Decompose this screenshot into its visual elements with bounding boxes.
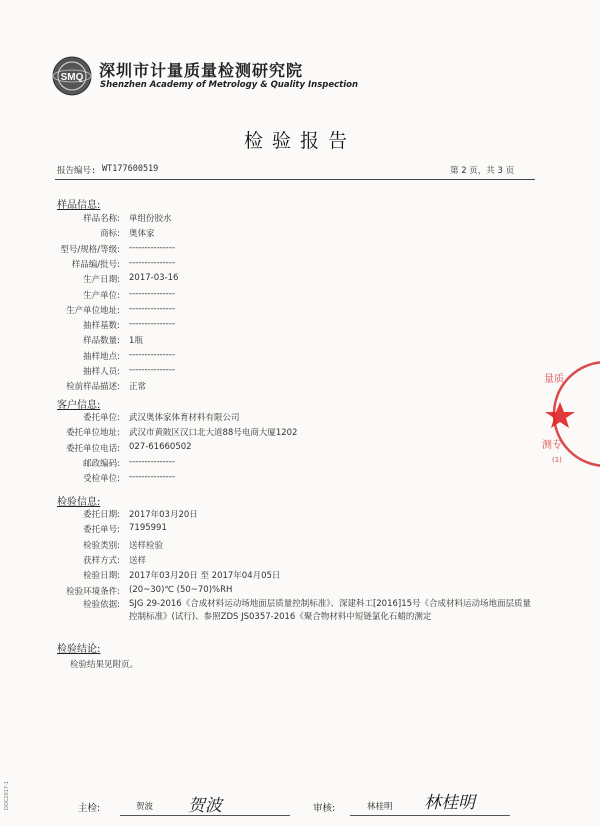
sample-row <box>0 273 600 287</box>
sample-value: --------------- <box>129 288 176 299</box>
sample-label: 抽样人员: <box>83 367 120 377</box>
sample-value: 2017-03-16 <box>129 273 179 284</box>
test-row <box>0 585 600 599</box>
client-label: 受检单位: <box>83 474 120 485</box>
sample-value: --------------- <box>129 303 176 314</box>
test-value: 2017年03月20日 至 2017年04月05日 <box>129 571 281 582</box>
org-name-en: Shenzhen Academy of Metrology & Quality Inspection <box>100 80 359 90</box>
lead-inspector-name: 贺波 <box>136 802 154 812</box>
test-value: (20~30)℃ (50~70)%RH <box>129 584 233 595</box>
test-row <box>0 554 600 568</box>
sample-row <box>0 380 600 394</box>
test-row <box>0 569 600 583</box>
sample-row <box>0 304 600 318</box>
sample-label: 生产日期: <box>83 275 120 286</box>
seal-star-icon <box>545 402 575 428</box>
client-row <box>0 457 600 471</box>
sample-value: 1瓶 <box>129 336 143 347</box>
sample-row <box>0 227 600 241</box>
client-label: 委托单位地址: <box>66 428 120 439</box>
test-label: 检验类别: <box>83 540 120 551</box>
org-name-cn: 深圳市计量质量检测研究院 <box>99 61 304 80</box>
client-label: 委托单位: <box>83 413 120 423</box>
sample-row <box>0 334 600 348</box>
test-row <box>0 523 600 537</box>
client-heading: 客户信息: <box>57 400 101 411</box>
test-label: 委托单号: <box>83 525 120 536</box>
reviewer-signature-line <box>350 815 510 816</box>
sample-row <box>0 319 600 333</box>
sample-label: 商标: <box>100 229 120 240</box>
conclusion-text: 检验结果见附页。 <box>70 660 139 670</box>
sample-row <box>0 243 600 257</box>
sample-row <box>0 365 600 379</box>
svg-text:(1): (1) <box>552 456 562 464</box>
logo-text: SMQ <box>60 72 84 83</box>
page-info: 第 2 页，共 3 页 <box>450 166 515 176</box>
report-no-label: 报告编号: <box>57 166 97 176</box>
client-value: 027-61660502 <box>129 441 192 452</box>
client-value: --------------- <box>129 456 176 467</box>
sample-value: --------------- <box>129 242 176 253</box>
sample-value: --------------- <box>129 365 176 375</box>
client-row <box>0 442 600 456</box>
test-value: 7195991 <box>129 523 167 534</box>
seal-graphic <box>538 356 600 476</box>
sample-row <box>0 289 600 303</box>
test-label: 获样方式: <box>83 555 120 566</box>
lead-signature-line <box>120 815 290 816</box>
sample-value: --------------- <box>129 349 176 360</box>
side-code: DOC2017-1 <box>4 781 10 810</box>
test-label: 检验日期: <box>83 571 120 582</box>
client-value: 武汉奥体家体育材料有限公司 <box>129 413 240 423</box>
reviewer-name: 林桂明 <box>367 802 393 812</box>
sample-label: 生产单位地址: <box>66 305 120 316</box>
sample-label: 生产单位: <box>83 290 120 301</box>
sample-value: 正常 <box>129 382 147 393</box>
page-title: 检验报告 <box>243 130 356 152</box>
test-value: 送样检验 <box>129 540 164 551</box>
client-value: --------------- <box>129 472 176 483</box>
reviewer-signature: 林桂明 <box>424 793 475 813</box>
sample-label: 抽样地点: <box>83 351 120 362</box>
basis-label: 检验依据: <box>83 600 120 610</box>
sample-value: 奥体家 <box>129 229 155 240</box>
test-row <box>0 508 600 522</box>
client-row <box>0 472 600 486</box>
sample-heading: 样品信息: <box>57 200 101 211</box>
sample-row <box>0 212 600 226</box>
test-label: 检验环境条件: <box>66 586 120 597</box>
svg-text:测专: 测专 <box>542 440 562 451</box>
test-row <box>0 539 600 553</box>
svg-text:量质: 量质 <box>544 374 564 385</box>
client-label: 邮政编码: <box>83 458 120 469</box>
sample-label: 检前样品描述: <box>66 382 120 393</box>
sample-label: 抽样基数: <box>83 321 120 332</box>
header-divider <box>55 179 535 180</box>
sample-row <box>0 350 600 364</box>
client-row <box>0 411 600 425</box>
sample-label: 样品编/批号: <box>71 259 120 270</box>
sample-row <box>0 258 600 272</box>
client-value: 武汉市黄陂区汉口北大道88号电商大厦1202 <box>129 428 298 439</box>
official-seal <box>538 356 600 476</box>
test-label: 委托日期: <box>83 510 120 520</box>
sample-label: 型号/规格/等级: <box>60 244 120 255</box>
basis-text: SJG 29-2016《合成材料运动场地面层质量控制标准》、深建科工[2016]15号《合成材料运动场地面层质量控制标准》(试行)、参照ZDS JS0357-2016《聚合物材料中短链氯化石蜡的测定 <box>129 599 532 622</box>
client-label: 委托单位电话: <box>66 443 120 454</box>
test-value: 2017年03月20日 <box>129 510 198 520</box>
report-no: WT177600519 <box>102 164 159 174</box>
client-row <box>0 426 600 440</box>
sample-label: 样品名称: <box>83 214 120 224</box>
test-value: 送样 <box>129 555 147 566</box>
lead-inspector-label: 主检: <box>78 803 101 814</box>
lead-inspector-signature: 贺波 <box>188 796 222 816</box>
test-heading: 检验信息: <box>57 497 101 508</box>
conclusion-heading: 检验结论: <box>57 644 101 655</box>
smq-logo <box>52 56 92 96</box>
sample-value: --------------- <box>129 319 176 330</box>
reviewer-label: 审核: <box>313 803 336 814</box>
sample-value: --------------- <box>129 257 176 268</box>
sample-value: 单组份胶水 <box>129 214 172 224</box>
sample-label: 样品数量: <box>83 336 120 347</box>
